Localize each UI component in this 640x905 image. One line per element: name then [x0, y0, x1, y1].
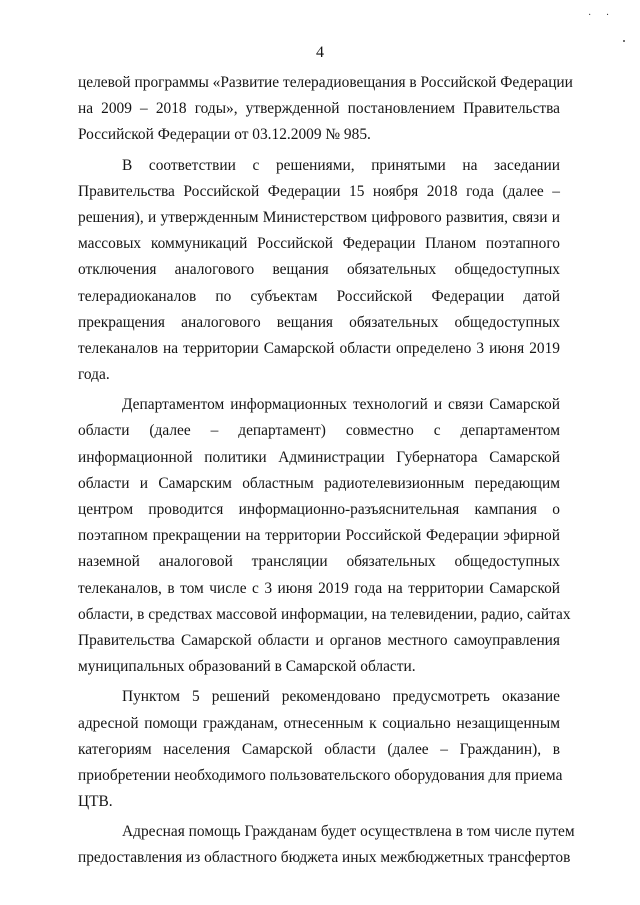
text-line: области и Самарским областным радиотелевизионным передающим — [78, 474, 560, 492]
document-body — [78, 70, 575, 872]
text-line: Департаментом информационных технологий и связи Самарской — [122, 396, 560, 414]
text-line: информационной политики Администрации Губернатора Самарской — [78, 448, 560, 466]
scan-speck — [623, 40, 625, 42]
text-line: ЦТВ. — [78, 793, 113, 811]
text-line: Пунктом 5 решений рекомендовано предусмотреть оказание — [122, 688, 560, 706]
text-line: категориям населения Самарской области (далее – Гражданин), в — [78, 740, 560, 758]
text-line: года. — [78, 366, 110, 384]
text-line: телерадиоканалов по субъектам Российской Федерации датой — [78, 287, 560, 305]
text-line: массовых коммуникаций Российской Федерации Планом поэтапного — [78, 235, 560, 253]
text-line: приобретении необходимого пользовательского оборудования для приема — [78, 766, 563, 784]
text-line: отключения аналогового вещания обязательных общедоступных — [78, 261, 560, 279]
text-line: муниципальных образований в Самарской области. — [78, 658, 416, 676]
text-line: телеканалов на территории Самарской области определено 3 июня 2019 — [78, 339, 560, 357]
text-line: поэтапном прекращении на территории Российской Федерации эфирной — [78, 527, 560, 545]
text-line: Правительства Самарской области и органов местного самоуправления — [78, 631, 560, 649]
text-line: Адресная помощь Гражданам будет осуществлена в том числе путем — [122, 823, 575, 841]
text-line: на 2009 – 2018 годы», утвержденной постановлением Правительства — [78, 100, 560, 118]
text-line: предоставления из областного бюджета иных межбюджетных трансфертов — [78, 849, 571, 867]
text-line: наземной аналоговой трансляции обязательных общедоступных — [78, 553, 560, 571]
paragraph-4 — [78, 684, 563, 815]
paragraph-5 — [78, 819, 575, 871]
text-line: В соответствии с решениями, принятыми на заседании — [122, 156, 560, 174]
text-line: области (далее – департамент) совместно с департаментом — [78, 422, 560, 440]
text-line: Правительства Российской Федерации 15 ноября 2018 года (далее – — [78, 182, 560, 200]
text-line: прекращения аналогового вещания обязательных общедоступных — [78, 313, 560, 331]
text-line: области, в средствах массовой информации, на телевидении, радио, сайтах — [78, 605, 571, 623]
text-line: Российской Федерации от 03.12.2009 № 985. — [78, 126, 371, 144]
text-line: центром проводится информационно-разъяснительная кампания о — [78, 501, 560, 518]
paragraph-2 — [78, 153, 560, 389]
text-line: адресной помощи гражданам, отнесенным к социально незащищенным — [78, 714, 560, 732]
paragraph-3 — [78, 392, 571, 680]
paragraph-1 — [78, 70, 573, 149]
scan-specks: · · — [588, 10, 616, 21]
text-line: решения), и утвержденным Министерством цифрового развития, связи и — [78, 208, 560, 226]
text-line: телеканалов, в том числе с 3 июня 2019 года на территории Самарской — [78, 579, 560, 597]
text-line: целевой программы «Развитие телерадиовещания в Российской Федерации — [78, 74, 573, 91]
page-number: 4 — [316, 44, 324, 61]
